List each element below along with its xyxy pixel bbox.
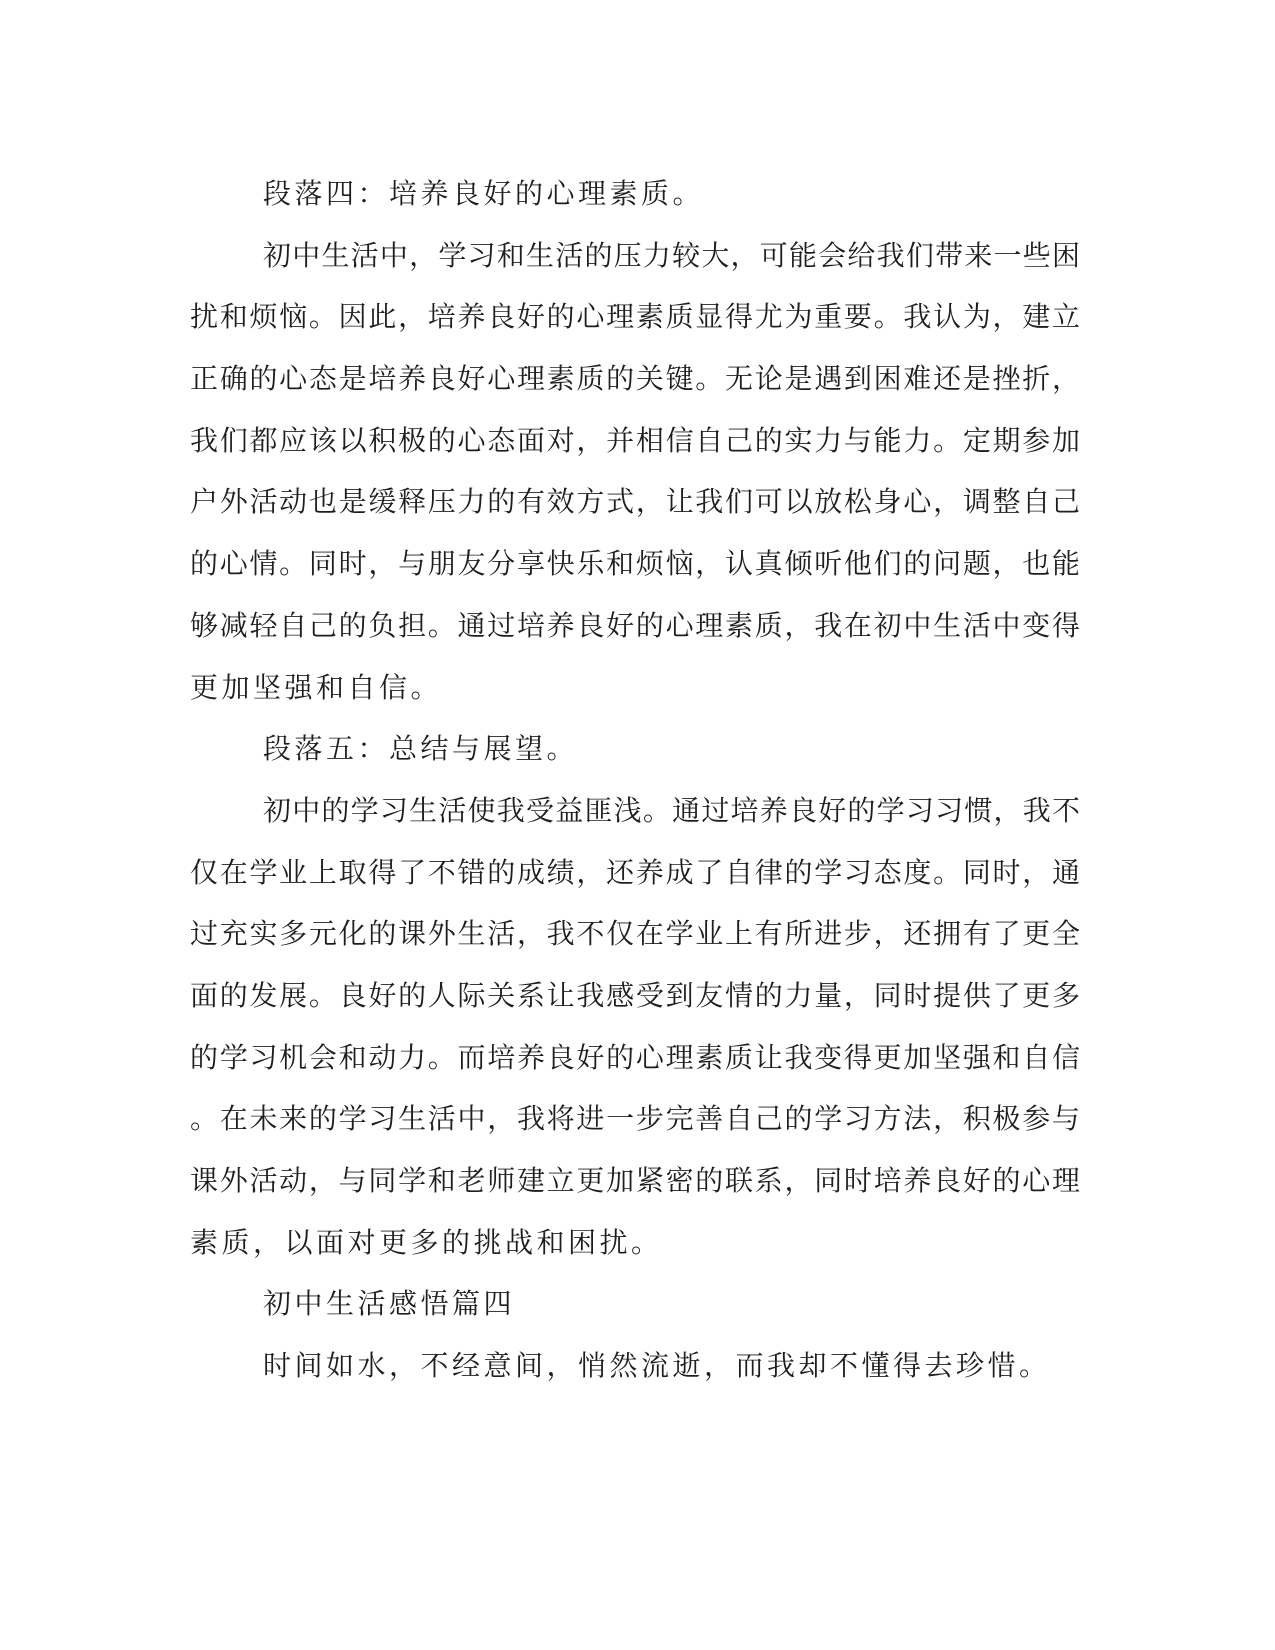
text-line: 课外活动，与同学和老师建立更加紧密的联系，同时培养良好的心理: [190, 1164, 1080, 1197]
text-line: 面的发展。良好的人际关系让我感受到友情的力量，同时提供了更多: [190, 978, 1080, 1012]
text-line: 初中生活中，学习和生活的压力较大，可能会给我们带来一些困: [263, 238, 1080, 272]
text-line: 时间如水，不经意间，悄然流逝，而我却不懂得去珍惜。: [263, 1349, 1051, 1383]
text-line: 段落五：总结与展望。: [263, 732, 579, 766]
text-line: 更加坚强和自信。: [190, 670, 443, 704]
text-line: 素质，以面对更多的挑战和困扰。: [190, 1225, 663, 1259]
text-line: 过充实多元化的课外生活，我不仅在学业上有所进步，还拥有了更全: [190, 917, 1080, 951]
document-body: [190, 163, 1080, 1397]
text-line: 初中的学习生活使我受益匪浅。通过培养良好的学习习惯，我不: [263, 793, 1080, 827]
text-line: 的心情。同时，与朋友分享快乐和烦恼，认真倾听他们的问题，也能: [190, 547, 1080, 581]
text-line: 初中生活感悟篇四: [263, 1287, 516, 1321]
text-line: 户外活动也是缓释压力的有效方式，让我们可以放松身心，调整自己: [190, 485, 1080, 519]
text-line: 。在未来的学习生活中，我将进一步完善自己的学习方法，积极参与: [190, 1102, 1080, 1136]
text-line: 段落四：培养良好的心理素质。: [263, 177, 705, 210]
text-line: 的学习机会和动力。而培养良好的心理素质让我变得更加坚强和自信: [190, 1040, 1080, 1074]
text-line: 正确的心态是培养良好心理素质的关键。无论是遇到困难还是挫折，: [190, 362, 1080, 396]
text-line: 仅在学业上取得了不错的成绩，还养成了自律的学习态度。同时，通: [190, 855, 1080, 889]
text-line: 够减轻自己的负担。通过培养良好的心理素质，我在初中生活中变得: [190, 608, 1080, 642]
text-line: 扰和烦恼。因此，培养良好的心理素质显得尤为重要。我认为，建立: [190, 300, 1080, 334]
text-line: 我们都应该以积极的心态面对，并相信自己的实力与能力。定期参加: [190, 423, 1080, 457]
